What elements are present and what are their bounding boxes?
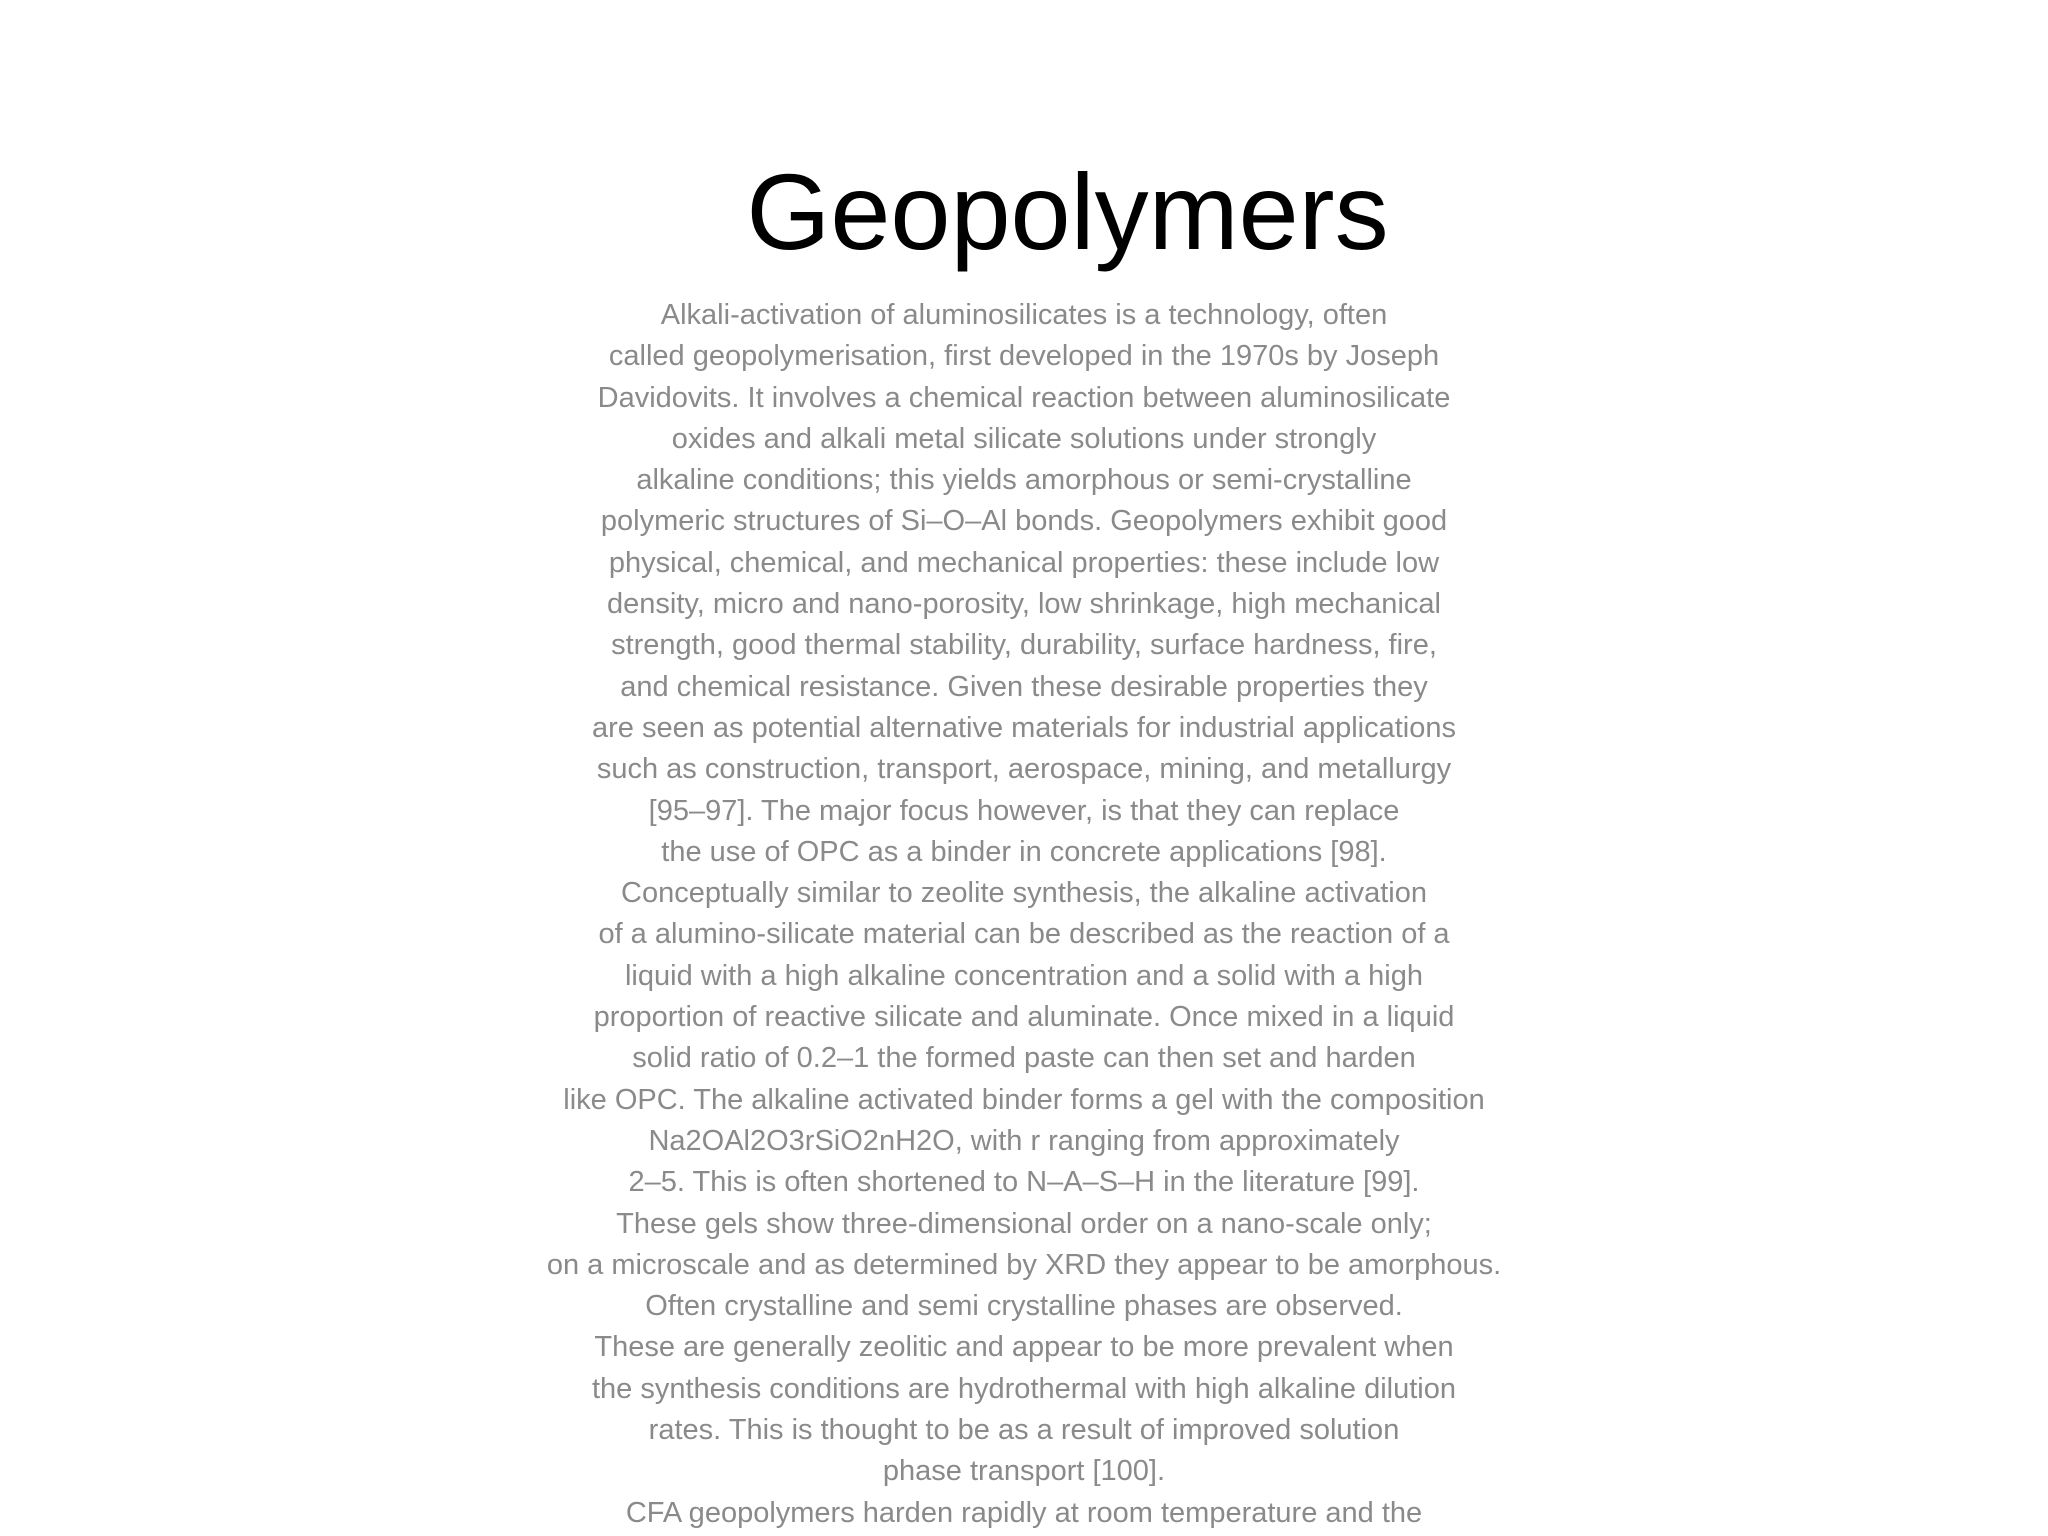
body-line: called geopolymerisation, first developed in the 1970s by Joseph xyxy=(608,340,1440,373)
body-line: solid ratio of 0.2–1 the formed paste can then set and harden xyxy=(632,1042,1416,1075)
body-line: Often crystalline and semi crystalline phases are observed. xyxy=(645,1290,1403,1323)
body-line: oxides and alkali metal silicate solutions under strongly xyxy=(671,422,1377,455)
body-line: such as construction, transport, aerospace, mining, and metallurgy xyxy=(596,753,1452,786)
slide-title: Geopolymers xyxy=(746,151,1389,272)
body-line: liquid with a high alkaline concentration and a solid with a high xyxy=(624,959,1423,992)
body-line: [95–97]. The major focus however, is that they can replace xyxy=(648,794,1400,827)
body-line: physical, chemical, and mechanical properties: these include low xyxy=(608,546,1440,579)
body-line: These are generally zeolitic and appear to be more prevalent when xyxy=(594,1331,1454,1364)
body-line: rates. This is thought to be as a result of improved solution xyxy=(648,1414,1400,1447)
body-line: on a microscale and as determined by XRD they appear to be amorphous. xyxy=(546,1248,1502,1281)
body-line: Davidovits. It involves a chemical reaction between aluminosilicate xyxy=(597,381,1451,414)
body-line: the use of OPC as a binder in concrete applications [98]. xyxy=(661,835,1387,868)
body-line: the synthesis conditions are hydrothermal with high alkaline dilution xyxy=(591,1372,1457,1405)
body-line: Alkali-activation of aluminosilicates is a technology, often xyxy=(660,299,1388,331)
body-line: phase transport [100]. xyxy=(882,1455,1166,1488)
body-line: Conceptually similar to zeolite synthesis, the alkaline activation xyxy=(621,877,1427,910)
body-line: of a alumino-silicate material can be described as the reaction of a xyxy=(598,918,1450,951)
body-line: are seen as potential alternative materials for industrial applications xyxy=(591,711,1457,744)
body-line: polymeric structures of Si–O–Al bonds. Geopolymers exhibit good xyxy=(600,505,1448,538)
body-line: 2–5. This is often shortened to N–A–S–H in the literature [99]. xyxy=(628,1166,1420,1199)
body-line: alkaline conditions; this yields amorphous or semi-crystalline xyxy=(636,464,1412,497)
body-line: Na2OAl2O3rSiO2nH2O, with r ranging from approximately xyxy=(648,1124,1400,1157)
slide-body-text xyxy=(0,295,2048,1534)
body-line: CFA geopolymers harden rapidly at room temperature and the xyxy=(625,1496,1423,1529)
body-line: density, micro and nano-porosity, low shrinkage, high mechanical xyxy=(607,588,1441,621)
body-line: strength, good thermal stability, durability, surface hardness, fire, xyxy=(611,629,1437,662)
body-line: like OPC. The alkaline activated binder forms a gel with the composition xyxy=(563,1083,1485,1116)
body-line: proportion of reactive silicate and aluminate. Once mixed in a liquid xyxy=(593,1001,1455,1034)
body-line: These gels show three-dimensional order on a nano-scale only; xyxy=(616,1207,1432,1240)
body-line: and chemical resistance. Given these desirable properties they xyxy=(620,670,1428,703)
